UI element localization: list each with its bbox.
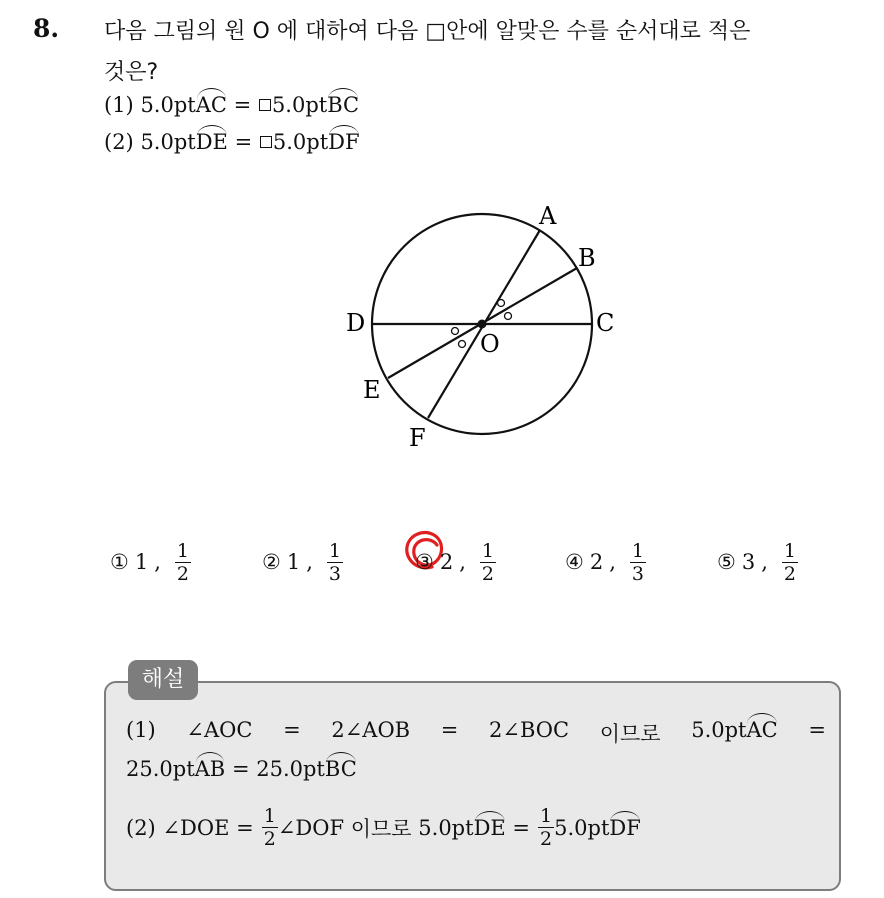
angle-mark (459, 341, 466, 348)
equals-sign: = (233, 93, 252, 117)
solution-part: ∠AOC (186, 718, 253, 742)
numerator: 1 (263, 805, 276, 827)
arc-df: DF (328, 130, 360, 154)
arc-ac: AC (195, 93, 227, 117)
solution-part: 5.0pt (691, 718, 747, 742)
numerator: 1 (540, 805, 553, 827)
solution-prefix: 5.0pt (418, 815, 474, 840)
question-text-cont: 것은? (104, 60, 159, 85)
angle-mark (498, 300, 505, 307)
solution-part: = (283, 718, 301, 742)
numerator: 1 (631, 539, 644, 562)
numerator: 1 (783, 539, 796, 562)
denominator: 2 (783, 562, 796, 585)
numerator: 1 (176, 539, 189, 562)
choice-5[interactable]: ⑤ 3 , $\frac{1}{2}$ (717, 539, 796, 585)
angle-dwoe: ∠DOE (162, 815, 230, 840)
denominator: 2 (540, 828, 553, 850)
fraction-half (262, 805, 278, 850)
angle-mark (505, 313, 512, 320)
arc-bc: BC (324, 757, 357, 781)
solution-part: 2∠AOB (331, 718, 411, 742)
numerator: 1 (481, 539, 494, 562)
question-text: 다음 그림의 원 O 에 대하여 다음 □안에 알맞은 수를 순서대로 적은 (104, 19, 751, 44)
denominator: 3 (328, 562, 341, 585)
point-e-label: E (363, 376, 381, 404)
choice-first-value: 2 (439, 550, 454, 574)
point-d-label: D (346, 309, 366, 337)
solution-line-2 (126, 757, 357, 781)
choice-4[interactable]: ④ 2 , $\frac{1}{3}$ (565, 539, 644, 585)
choice-2[interactable]: ② 1 , $\frac{1}{3}$ (262, 539, 341, 585)
choice-fraction (327, 540, 343, 585)
point-b-label: B (578, 244, 596, 272)
condition-2-right-prefix: 5.0pt (272, 130, 329, 154)
equals-sign: = (512, 815, 531, 840)
angle-mark (452, 328, 459, 335)
choice-first-value: 1 (286, 550, 301, 574)
solution-label-2: (2) (126, 815, 156, 840)
arc-bc: BC (327, 93, 360, 117)
arc-ab: AB (194, 757, 226, 781)
choice-first-value: 1 (134, 550, 149, 574)
center-point (478, 320, 487, 329)
condition-1-label: (1) (104, 93, 134, 117)
choice-3[interactable]: ③ 2 , $\frac{1}{2}$ (415, 539, 494, 585)
numerator: 1 (328, 539, 341, 562)
solution-label: 해설 (128, 660, 198, 700)
question-number: 8. (33, 14, 60, 43)
arc-ac: AC (746, 718, 778, 742)
equals-sign: = (236, 815, 254, 840)
choice-symbol: ④ (565, 550, 584, 574)
choice-symbol: ① (110, 550, 129, 574)
choice-fraction (480, 540, 496, 585)
solution-part: 2∠BOC (489, 718, 570, 742)
choice-first-value: 3 (741, 550, 756, 574)
solution-line-3 (126, 805, 641, 850)
solution-prefix: 25.0pt (256, 757, 325, 781)
denominator: 3 (631, 562, 644, 585)
choice-1[interactable]: ① 1 , $\frac{1}{2}$ (110, 539, 189, 585)
condition-2-left-prefix: 5.0pt (140, 130, 196, 154)
solution-part: = (440, 718, 459, 742)
choice-fraction (630, 540, 646, 585)
choice-first-value: 2 (589, 550, 604, 574)
since-text: 이므로 (350, 816, 412, 841)
arc-de: DE (195, 130, 228, 154)
solution-prefix: 5.0pt (554, 815, 610, 840)
choice-fraction (782, 540, 798, 585)
equals-sign: = (234, 130, 253, 154)
point-c-label: C (596, 309, 615, 337)
denominator: 2 (263, 828, 276, 850)
condition-2-label: (2) (104, 130, 134, 154)
point-o-label: O (480, 330, 500, 358)
condition-1-right-prefix: 5.0pt (271, 93, 328, 117)
arc-df: DF (609, 815, 641, 840)
solution-prefix: 25.0pt (126, 757, 195, 781)
choice-symbol: ⑤ (717, 550, 736, 574)
point-a-label: A (539, 202, 557, 230)
fraction-half (538, 805, 554, 850)
point-f-label: F (409, 424, 426, 452)
condition-1-left-prefix: 5.0pt (140, 93, 196, 117)
solution-part: (1) (126, 718, 156, 742)
solution-part: 이므로 (599, 722, 661, 746)
denominator: 2 (481, 562, 494, 585)
denominator: 2 (176, 562, 189, 585)
choice-symbol: ② (262, 550, 281, 574)
solution-line-1 (126, 718, 826, 748)
arc-de: DE (473, 815, 506, 840)
solution-box (104, 681, 841, 891)
angle-dof: ∠DOF (277, 815, 345, 840)
answer-choices (0, 532, 884, 592)
equals-sign: = (231, 757, 250, 781)
choice-symbol: ③ (415, 550, 434, 574)
choice-fraction (175, 540, 191, 585)
solution-part: = (808, 718, 826, 742)
